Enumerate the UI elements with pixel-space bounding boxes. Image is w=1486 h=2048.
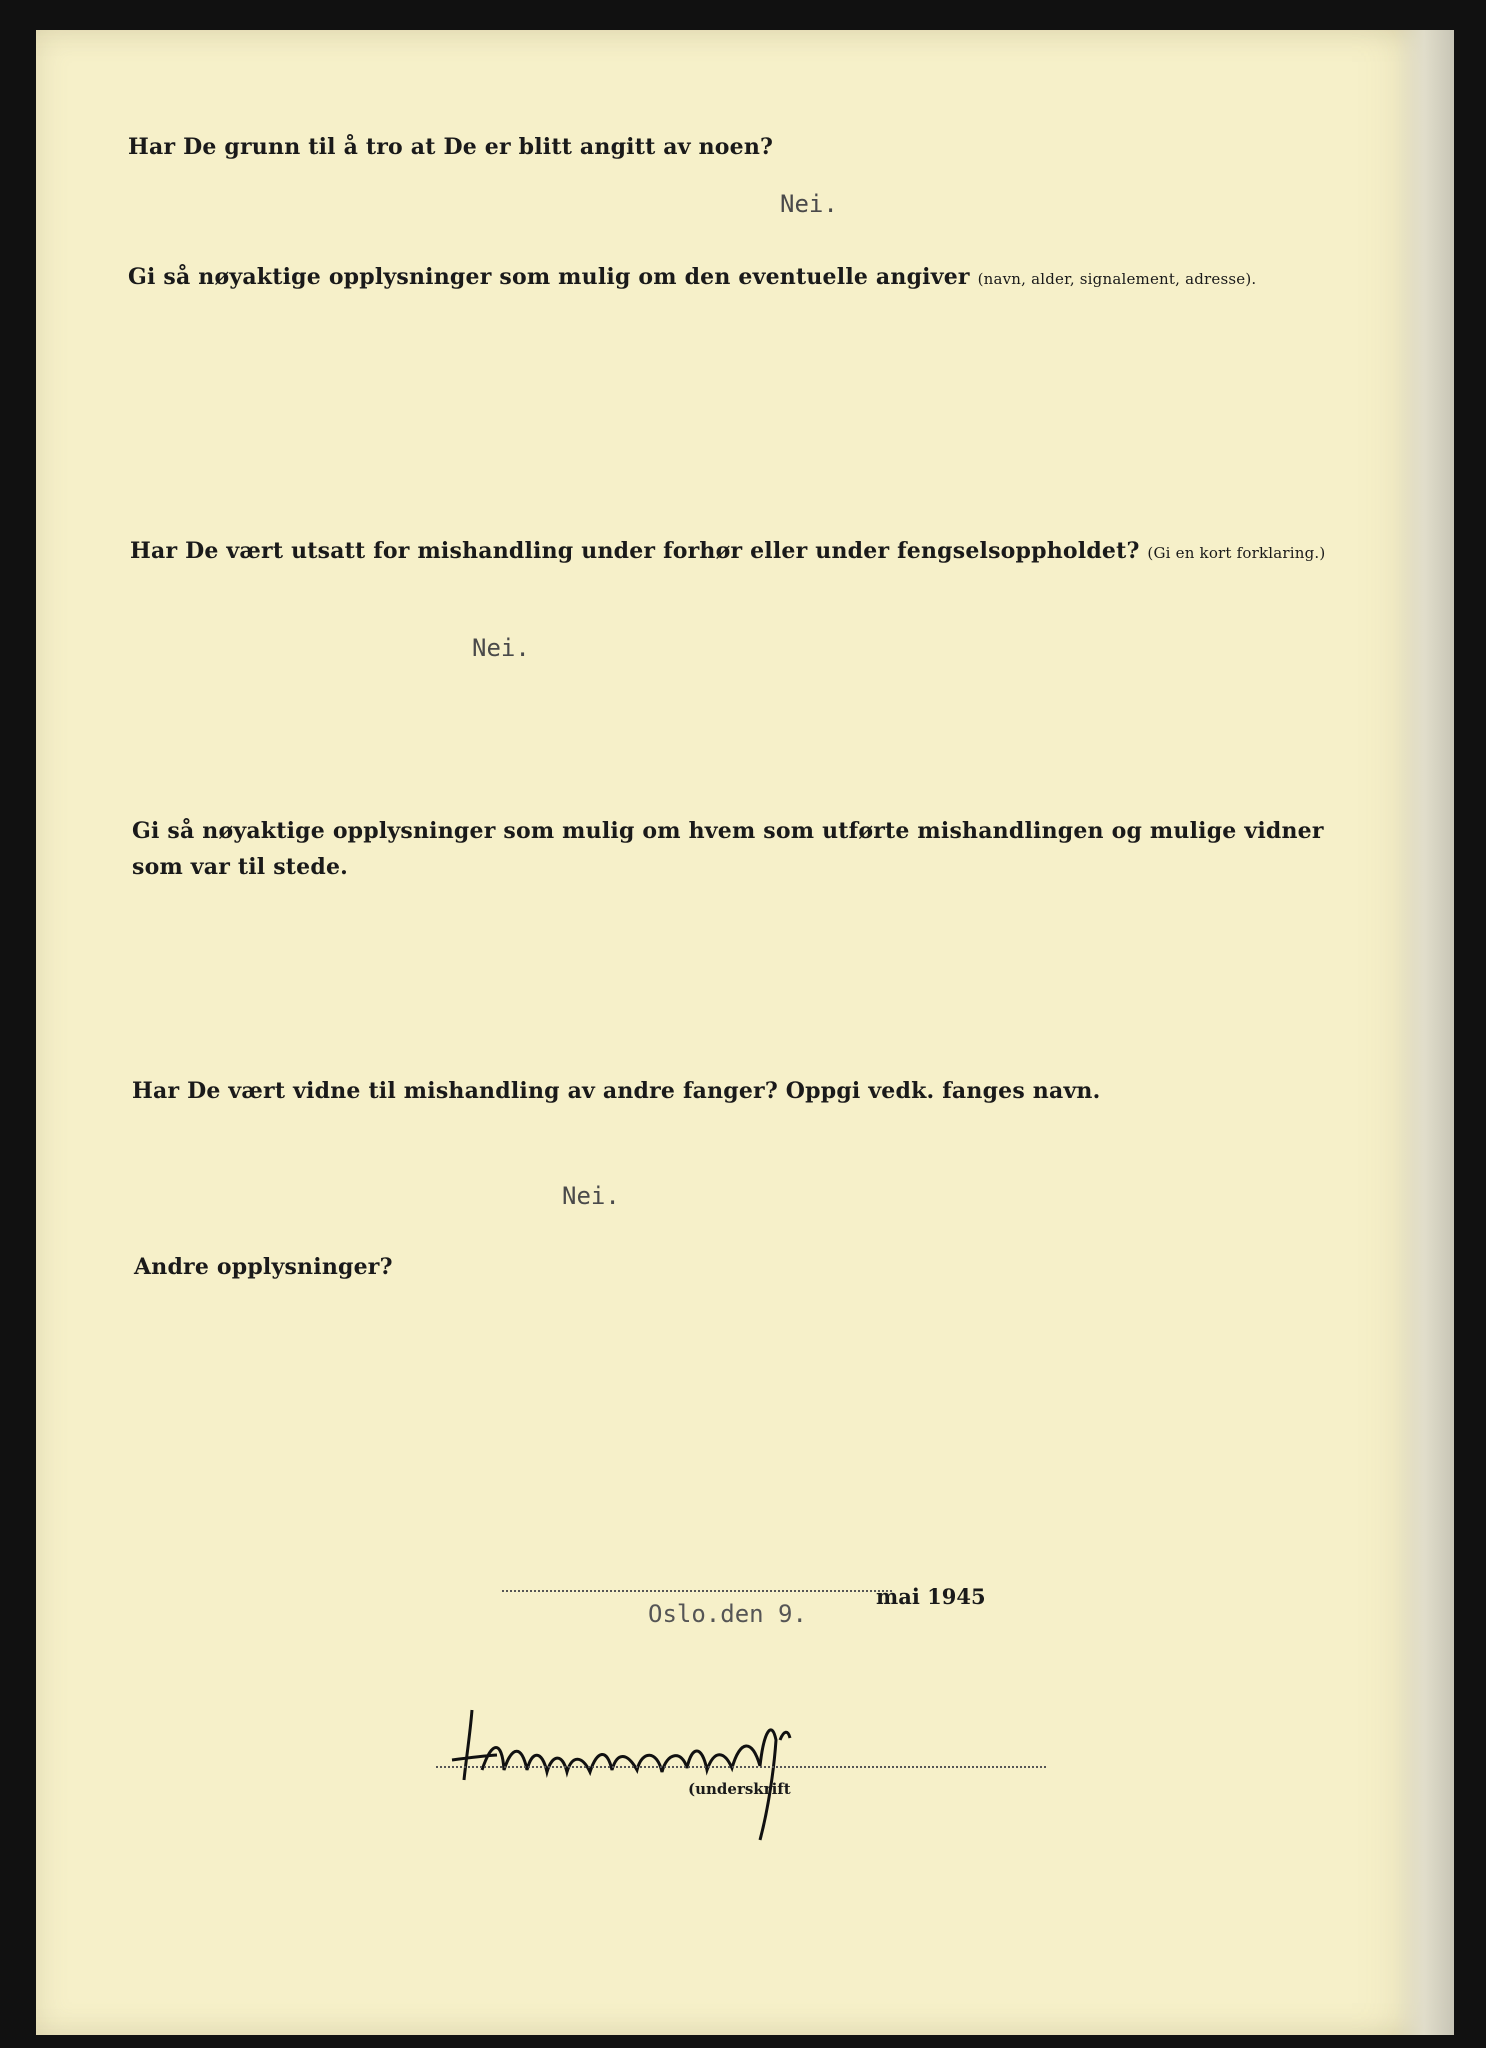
question-mishandling (130, 538, 1325, 564)
date-dotted-line (502, 1590, 892, 1592)
question-mishandling-main: Har De vært utsatt for mishandling under forhør eller under fengselsoppholdet? (130, 538, 1140, 564)
answer-andre-fanger: Nei. (562, 1182, 620, 1210)
question-andre-fanger: Har De vært vidne til mishandling av andre fanger? Oppgi vedk. fanges navn. (132, 1078, 1101, 1104)
answer-mishandling: Nei. (472, 634, 530, 662)
signature-dotted-line (436, 1766, 1046, 1768)
document-page (36, 30, 1454, 2035)
signature-image (442, 1700, 912, 1850)
question-vidner-line1: Gi så nøyaktige opplysninger som mulig om hvem som utførte mishandlingen og mulige vidner (132, 818, 1324, 844)
question-angiver-main: Gi så nøyaktige opplysninger som mulig om den eventuelle angiver (128, 264, 970, 290)
signature-label: (underskrift (688, 1780, 791, 1798)
date-printed: mai 1945 (876, 1584, 986, 1609)
question-angitt: Har De grunn til å tro at De er blitt angitt av noen? (128, 134, 774, 160)
question-andre-opplysninger: Andre opplysninger? (134, 1254, 393, 1280)
question-mishandling-note: (Gi en kort forklaring.) (1147, 544, 1326, 562)
question-vidner-line2: som var til stede. (132, 854, 349, 880)
answer-angitt: Nei. (780, 190, 838, 218)
question-angiver (128, 264, 1256, 290)
page-edge-shading (1394, 30, 1454, 2035)
date-typed: Oslo.den 9. (648, 1600, 807, 1628)
question-angiver-note: (navn, alder, signalement, adresse). (977, 270, 1257, 288)
